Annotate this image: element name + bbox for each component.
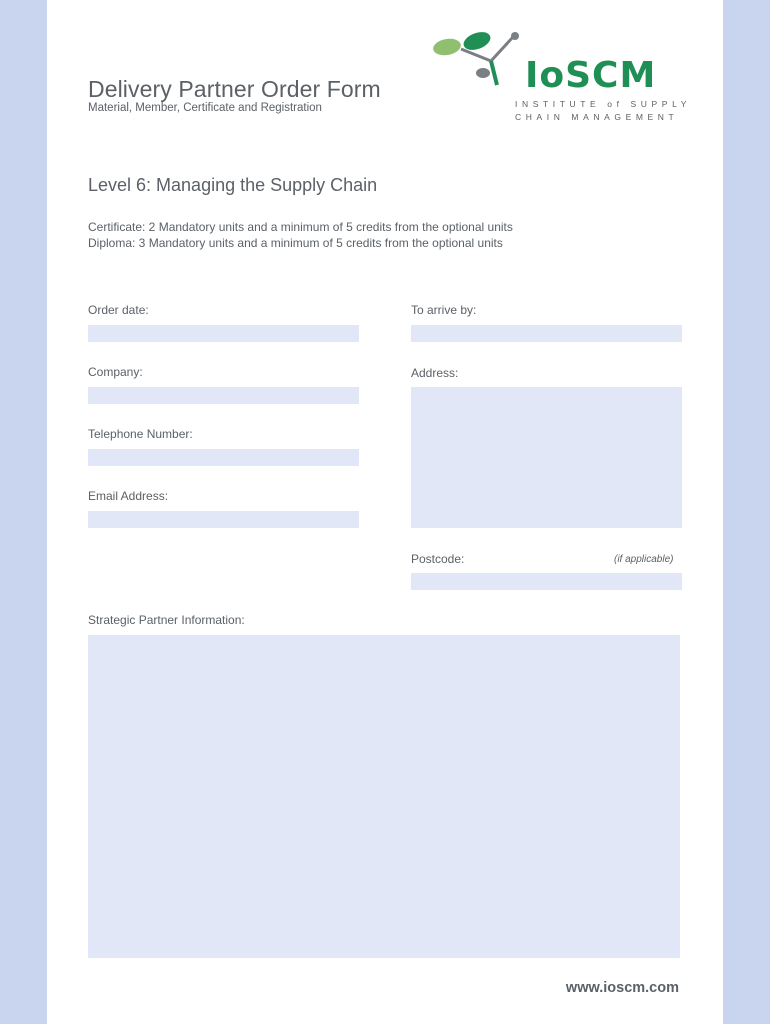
postcode-label: Postcode:: [411, 552, 465, 566]
email-field[interactable]: [88, 511, 359, 528]
postcode-field[interactable]: [411, 573, 682, 590]
arrive-by-label: To arrive by:: [411, 303, 477, 317]
ioscm-logo: [433, 27, 692, 127]
telephone-field[interactable]: [88, 449, 359, 466]
strategic-partner-label: Strategic Partner Information:: [88, 613, 245, 627]
company-label: Company:: [88, 365, 143, 379]
certificate-requirement: Certificate: 2 Mandatory units and a minimum of 5 credits from the optional units: [88, 220, 513, 234]
logo-tagline-2: CHAIN MANAGEMENT: [515, 112, 679, 122]
diploma-requirement: Diploma: 3 Mandatory units and a minimum of 5 credits from the optional units: [88, 236, 503, 250]
strategic-partner-field[interactable]: [88, 635, 680, 958]
company-field[interactable]: [88, 387, 359, 404]
course-title: Level 6: Managing the Supply Chain: [88, 175, 378, 195]
order-date-field[interactable]: [88, 325, 359, 342]
address-label: Address:: [411, 366, 459, 380]
logo-wordmark: IoSCM: [525, 55, 657, 96]
order-date-label: Order date:: [88, 303, 149, 317]
logo-tagline-1: INSTITUTE of SUPPLY: [515, 99, 692, 109]
website-link[interactable]: www.ioscm.com: [565, 980, 679, 996]
postcode-note: (if applicable): [614, 554, 674, 565]
email-label: Email Address:: [88, 489, 169, 503]
page-subtitle: Material, Member, Certificate and Registration: [88, 102, 322, 114]
order-form-page: [47, 0, 723, 1024]
page-title: Delivery Partner Order Form: [88, 76, 381, 102]
address-field[interactable]: [411, 387, 682, 528]
arrive-by-field[interactable]: [411, 325, 682, 342]
telephone-label: Telephone Number:: [88, 427, 193, 441]
